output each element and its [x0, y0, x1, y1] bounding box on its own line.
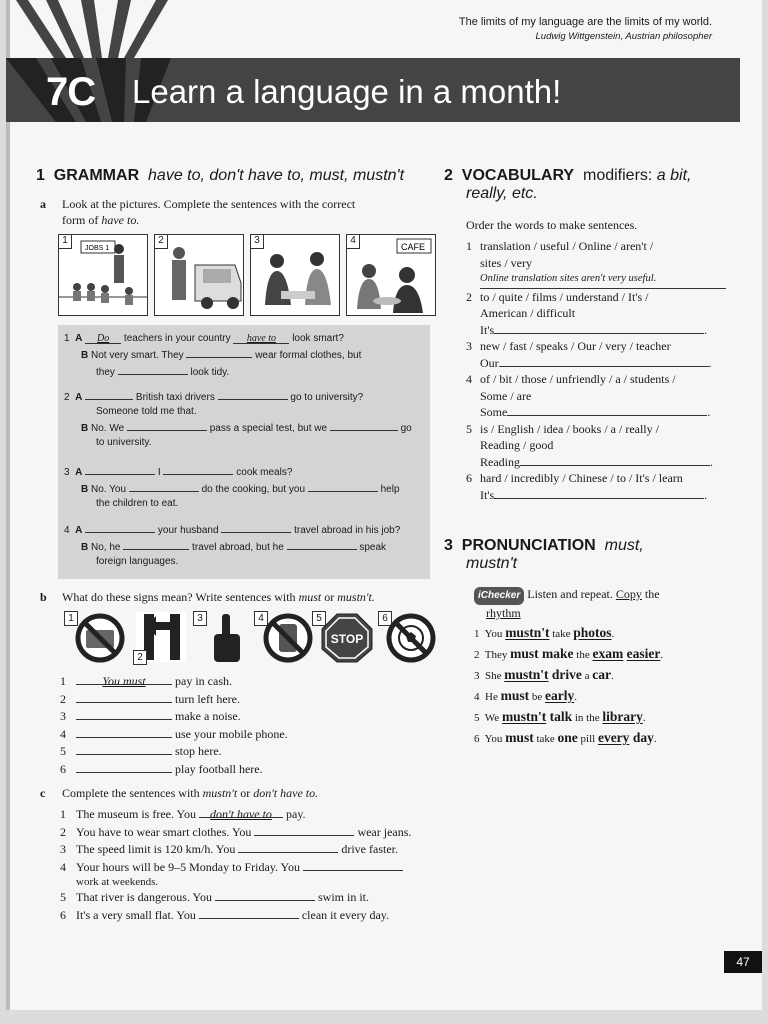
list-item: 3 The speed limit is 120 km/h. You drive faster. [60, 842, 398, 856]
stop-sign-text: STOP [330, 632, 364, 646]
grammar-a-item-1: 1 A Do teachers in your country have to look smart? B Not very smart. They wear formal clothes, but they look tidy. [64, 333, 362, 378]
list-item: 4 of / bit / those / unfriendly / a / students / Some / are Some . [466, 372, 711, 419]
list-item: 3 She mustn't drive a car. [474, 667, 614, 682]
pronunciation-instruction: iChecker Listen and repeat. Copy the rhythm [474, 586, 734, 621]
grammar-a-item-3: 3 A I cook meals? B No. You do the cooking, but you help the children to eat. [64, 463, 424, 511]
lesson-code: 7C [46, 70, 96, 114]
picture-2-taxi: 2 [154, 234, 244, 316]
list-item: 5 stop here. [60, 744, 222, 758]
lesson-banner [6, 58, 740, 122]
list-item: 6 You must take one pill every day. [474, 730, 657, 745]
list-item: 3 new / fast / speaks / Our / very / teacher Our . [466, 339, 712, 370]
list-item: 5 is / English / idea / books / a / really / Reading / good Reading . [466, 421, 713, 469]
grammar-a-item-4: 4 A your husband travel abroad in his job? B No, he travel abroad, but he speak foreign languages. [64, 521, 424, 569]
top-rays-decoration [6, 0, 206, 58]
sign-number-3: 3 [193, 611, 207, 626]
list-item: 1 translation / useful / Online / aren't / sites / very Online translation sites aren't very useful. [466, 238, 726, 289]
list-item: 6 hard / incredibly / Chinese / to / It's / learn It's . [466, 471, 708, 502]
list-item: 4 use your mobile phone. [60, 726, 288, 741]
lesson-title: Learn a language in a month! [132, 73, 562, 110]
list-item: 5 That river is dangerous. You swim in it. [60, 890, 369, 904]
stop-sign-icon [320, 612, 374, 664]
sign-number-6: 6 [378, 611, 392, 626]
page-binding-shadow [6, 0, 10, 1010]
grammar-heading: 1 GRAMMAR have to, don't have to, must, mustn't [36, 167, 405, 184]
picture-3-family: 3 [250, 234, 340, 316]
page-number: 47 [724, 951, 762, 973]
sign-number-5: 5 [312, 611, 326, 626]
list-item: 1 The museum is free. You don't have to pay. [60, 807, 306, 821]
list-item: 6 It's a very small flat. You clean it every day. [60, 907, 390, 922]
pronunciation-list [474, 623, 734, 749]
vocabulary-list [466, 238, 726, 503]
quiet-please-sign-icon [200, 612, 252, 664]
no-card-sign-icon [72, 612, 128, 664]
ichecker-badge[interactable]: iChecker [474, 587, 524, 605]
list-item: 6 play football here. [60, 761, 263, 776]
list-item: 1 You must pay in cash. [60, 674, 232, 688]
sign-number-1: 1 [64, 611, 78, 626]
grammar-c-list [60, 806, 440, 924]
grammar-b-instruction: b What do these signs mean? Write sentences with must or mustn't. [40, 590, 375, 604]
no-mobile-phone-sign-icon [262, 612, 314, 664]
list-item: 1 You mustn't take photos. [474, 625, 615, 640]
picture-1-sign: JOBS 1 [85, 245, 110, 252]
grammar-b-list [60, 673, 440, 778]
sign-number-2: 2 [133, 650, 147, 665]
quote-text: The limits of my language are the limits of my world. [458, 16, 712, 28]
no-football-sign-icon [384, 612, 438, 664]
picture-4-cafe: 4 CAFE [346, 234, 436, 316]
list-item: 5 We mustn't talk in the library. [474, 709, 646, 724]
list-item: 4 Your hours will be 9–5 Monday to Friday. You work at weekends. [60, 859, 440, 890]
list-item: 2 You have to wear smart clothes. You wear jeans. [60, 824, 412, 839]
vocabulary-instruction: Order the words to make sentences. [466, 218, 638, 232]
quote-block [459, 16, 712, 42]
picture-4-sign: CAFE [401, 242, 426, 252]
sign-number-4: 4 [254, 611, 268, 626]
workbook-page [6, 0, 762, 1010]
list-item: 4 He must be early. [474, 688, 577, 703]
list-item: 2 They must make the exam easier. [474, 646, 664, 661]
grammar-c-instruction: c Complete the sentences with mustn't or don't have to. [40, 786, 319, 800]
list-item: 2 to / quite / films / understand / It's / American / difficult It's . [466, 289, 708, 337]
list-item: 2 turn left here. [60, 691, 240, 706]
grammar-a-instruction: a Look at the pictures. Complete the sentences with the correct form of have to. [40, 197, 356, 227]
list-item: 3 make a noise. [60, 709, 241, 723]
pronunciation-heading: 3 PRONUNCIATION must, mustn't [444, 537, 644, 572]
picture-1-school: 1 JOBS 1 [58, 234, 148, 316]
grammar-a-item-2: 2 A British taxi drivers go to university? Someone told me that. B No. We pass a special test, but we go to university. [64, 388, 424, 450]
quote-author: Ludwig Wittgenstein, Austrian philosopher [535, 31, 712, 42]
vocabulary-heading: 2 VOCABULARY modifiers: a bit, really, etc. [444, 167, 692, 202]
